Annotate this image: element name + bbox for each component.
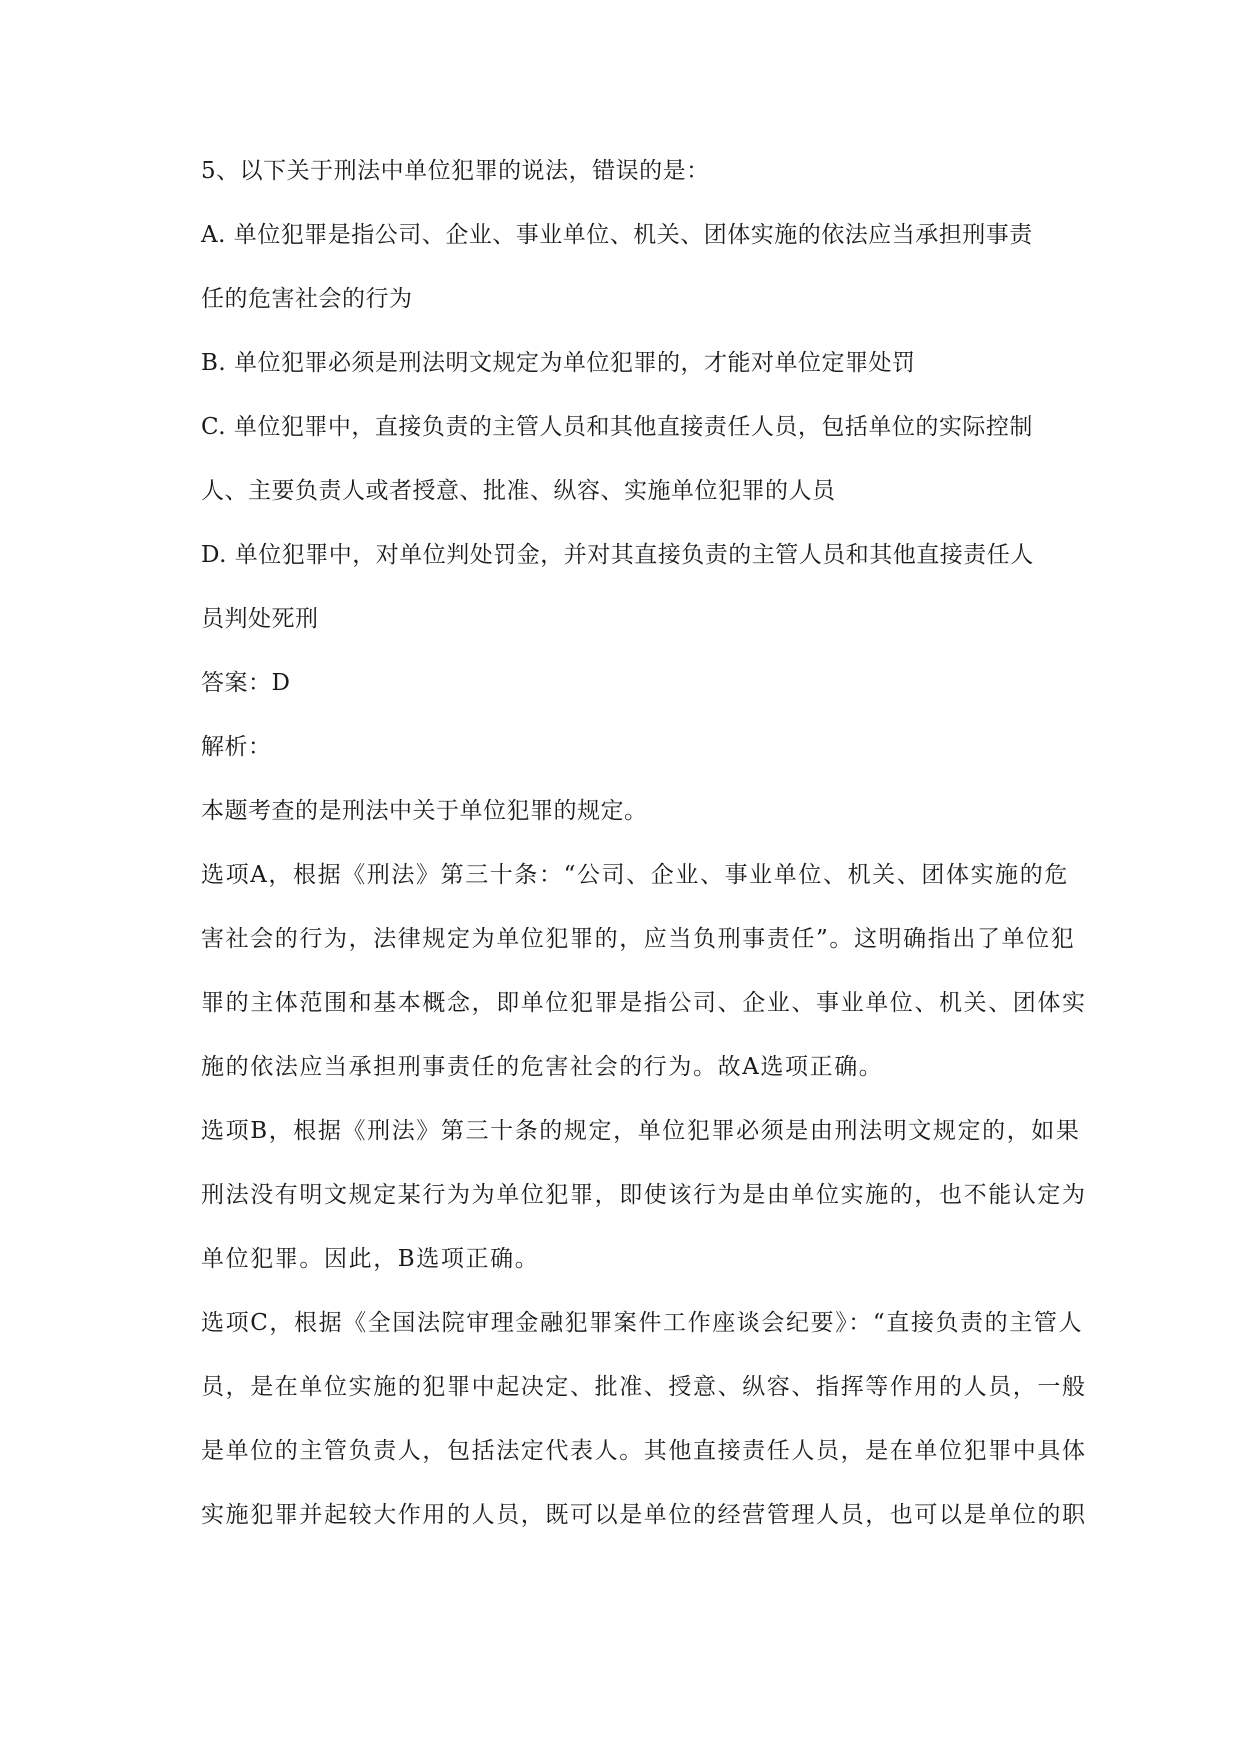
analysis-c-line-2: 员，是在单位实施的犯罪中起决定、批准、授意、纵容、指挥等作用的人员，一般 bbox=[201, 1374, 1087, 1400]
option-b-line-1: B. 单位犯罪必须是刑法明文规定为单位犯罪的，才能对单位定罪处罚 bbox=[201, 350, 916, 376]
analysis-intro: 本题考查的是刑法中关于单位犯罪的规定。 bbox=[201, 798, 648, 824]
analysis-heading: 解析： bbox=[201, 734, 272, 760]
analysis-b-line-1: 选项B，根据《刑法》第三十条的规定，单位犯罪必须是由刑法明文规定的，如果 bbox=[201, 1118, 1081, 1144]
analysis-c-line-4: 实施犯罪并起较大作用的人员，既可以是单位的经营管理人员，也可以是单位的职 bbox=[201, 1502, 1087, 1528]
answer-text: 答案：D bbox=[201, 670, 291, 696]
option-d-line-1: D. 单位犯罪中，对单位判处罚金，并对其直接负责的主管人员和其他直接责任人 bbox=[201, 542, 1034, 568]
option-a-line-2: 任的危害社会的行为 bbox=[201, 286, 413, 312]
option-d-line-2: 员判处死刑 bbox=[201, 606, 319, 632]
analysis-c-line-3: 是单位的主管负责人，包括法定代表人。其他直接责任人员，是在单位犯罪中具体 bbox=[201, 1438, 1087, 1464]
analysis-a-line-1: 选项A，根据《刑法》第三十条：“公司、企业、事业单位、机关、团体实施的危 bbox=[201, 862, 1069, 888]
analysis-a-line-2: 害社会的行为，法律规定为单位犯罪的，应当负刑事责任”。这明确指出了单位犯 bbox=[201, 926, 1076, 952]
option-a-line-1: A. 单位犯罪是指公司、企业、事业单位、机关、团体实施的依法应当承担刑事责 bbox=[201, 222, 1033, 248]
analysis-b-line-3: 单位犯罪。因此，B选项正确。 bbox=[201, 1246, 540, 1272]
analysis-b-line-2: 刑法没有明文规定某行为为单位犯罪，即使该行为是由单位实施的，也不能认定为 bbox=[201, 1182, 1087, 1208]
document-page bbox=[201, 139, 1087, 1547]
question-title: 5、以下关于刑法中单位犯罪的说法，错误的是： bbox=[201, 158, 710, 184]
option-c-line-2: 人、主要负责人或者授意、批准、纵容、实施单位犯罪的人员 bbox=[201, 478, 836, 504]
option-c-line-1: C. 单位犯罪中，直接负责的主管人员和其他直接责任人员，包括单位的实际控制 bbox=[201, 414, 1033, 440]
analysis-c-line-1: 选项C，根据《全国法院审理金融犯罪案件工作座谈会纪要》：“直接负责的主管人 bbox=[201, 1310, 1084, 1336]
analysis-a-line-4: 施的依法应当承担刑事责任的危害社会的行为。故A选项正确。 bbox=[201, 1054, 884, 1080]
analysis-a-line-3: 罪的主体范围和基本概念，即单位犯罪是指公司、企业、事业单位、机关、团体实 bbox=[201, 990, 1087, 1016]
